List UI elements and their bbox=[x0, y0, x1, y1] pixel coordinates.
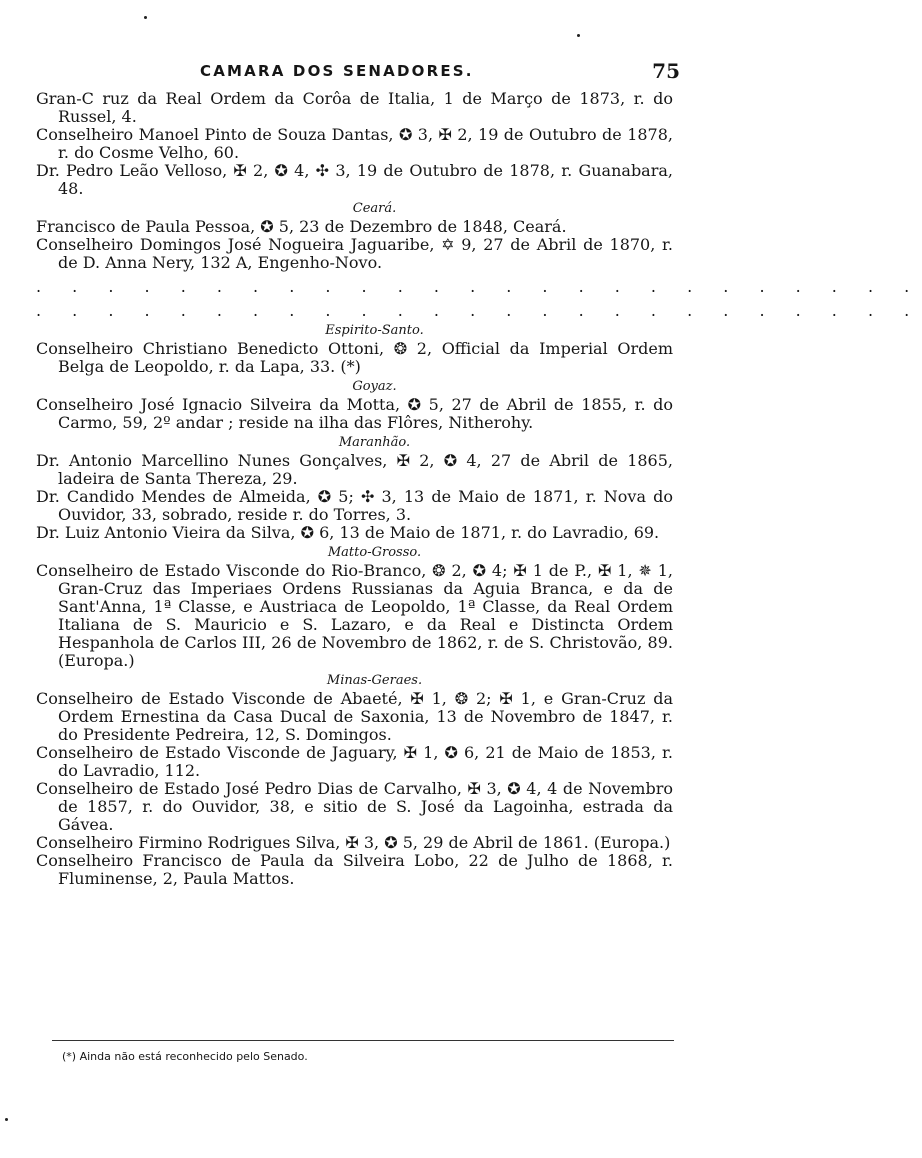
list-entry: Gran-C ruz da Real Ordem da Corôa de Italia, 1 de Março de 1873, r. do Russel, 4. bbox=[36, 89, 673, 126]
list-entry: Conselheiro Francisco de Paula da Silveira Lobo, 22 de Julho de 1868, r. Fluminense, 2, Paula Mattos. bbox=[36, 851, 673, 888]
running-head bbox=[40, 59, 680, 84]
list-entry: Conselheiro Christiano Benedicto Ottoni, ❂ 2, Official da Imperial Ordem Belga de Leopoldo, r. da Lapa, 33. (*) bbox=[36, 339, 673, 376]
province-heading-ceara: Ceará. bbox=[352, 201, 397, 216]
list-entry: Dr. Pedro Leão Velloso, ✠ 2, ✪ 4, ✣ 3, 19 de Outubro de 1878, r. Guanabara, 48. bbox=[36, 161, 673, 198]
print-speck bbox=[5, 1118, 8, 1121]
ellipsis-row: . . . . . . . . . . . . . . . . . . . . . . . . . bbox=[36, 277, 922, 296]
list-entry: Dr. Luiz Antonio Vieira da Silva, ✪ 6, 13 de Maio de 1871, r. do Lavradio, 69. bbox=[36, 523, 660, 542]
list-entry: Conselheiro de Estado Visconde do Rio-Branco, ❂ 2, ✪ 4; ✠ 1 de P., ✠ 1, ✵ 1, Gran-Cruz das Imperiaes Ordens Russianas da Aguia Branca, e da de Sant'Anna, 1ª Classe, e Austriaca de Leopoldo, 1ª Classe, da Real Ordem Italiana de S. Mauricio e S. Lazaro, e da Real e Distincta Ordem Hespanhola de Carlos III, 26 de Novembro de 1862, r. de S. Christovão, 89. (Europa.) bbox=[36, 561, 673, 670]
province-heading-espirito-santo: Espirito-Santo. bbox=[325, 323, 424, 338]
list-entry: Francisco de Paula Pessoa, ✪ 5, 23 de Dezembro de 1848, Ceará. bbox=[36, 217, 567, 236]
list-entry: Conselheiro Domingos José Nogueira Jaguaribe, ✡ 9, 27 de Abril de 1870, r. de D. Anna Nery, 132 A, Engenho-Novo. bbox=[36, 235, 673, 272]
print-speck bbox=[144, 16, 147, 19]
list-entry: Conselheiro Manoel Pinto de Souza Dantas, ✪ 3, ✠ 2, 19 de Outubro de 1878, r. do Cosme Velho, 60. bbox=[36, 125, 673, 162]
page-number: 75 bbox=[652, 59, 680, 83]
senator-list bbox=[36, 89, 922, 888]
footnote-divider bbox=[52, 1040, 674, 1041]
province-heading-maranhao: Maranhão. bbox=[338, 435, 411, 450]
list-entry: Conselheiro de Estado Visconde de Abaeté, ✠ 1, ❂ 2; ✠ 1, e Gran-Cruz da Ordem Ernestina da Casa Ducal de Saxonia, 13 de Novembro de 1847, r. do Presidente Pedreira, 12, S. Domingos. bbox=[36, 689, 673, 744]
province-heading-matto-grosso: Matto-Grosso. bbox=[327, 545, 422, 560]
list-entry: Conselheiro de Estado José Pedro Dias de Carvalho, ✠ 3, ✪ 4, 4 de Novembro de 1857, r. do Ouvidor, 38, e sitio de S. José da Lagoinha, estrada da Gávea. bbox=[36, 779, 673, 834]
list-entry: Conselheiro Firmino Rodrigues Silva, ✠ 3, ✪ 5, 29 de Abril de 1861. (Europa.) bbox=[36, 833, 671, 852]
list-entry: Conselheiro de Estado Visconde de Jaguary, ✠ 1, ✪ 6, 21 de Maio de 1853, r. do Lavradio, 112. bbox=[36, 743, 673, 780]
province-heading-goyaz: Goyaz. bbox=[352, 379, 397, 394]
list-entry: Dr. Candido Mendes de Almeida, ✪ 5; ✣ 3, 13 de Maio de 1871, r. Nova do Ouvidor, 33, sobrado, reside r. do Torres, 3. bbox=[36, 487, 673, 524]
province-heading-minas-geraes: Minas-Geraes. bbox=[326, 673, 423, 688]
footnote: (*) Ainda não está reconhecido pelo Senado. bbox=[62, 1050, 308, 1063]
ellipsis-row: . . . . . . . . . . . . . . . . . . . . . . . . . bbox=[36, 301, 922, 320]
running-title: CAMARA DOS SENADORES. bbox=[200, 62, 474, 80]
list-entry: Conselheiro José Ignacio Silveira da Motta, ✪ 5, 27 de Abril de 1855, r. do Carmo, 59, 2º andar ; reside na ilha das Flôres, Nitherohy. bbox=[36, 395, 673, 432]
list-entry: Dr. Antonio Marcellino Nunes Gonçalves, ✠ 2, ✪ 4, 27 de Abril de 1865, ladeira de Santa Thereza, 29. bbox=[36, 451, 673, 488]
print-speck bbox=[577, 34, 580, 37]
